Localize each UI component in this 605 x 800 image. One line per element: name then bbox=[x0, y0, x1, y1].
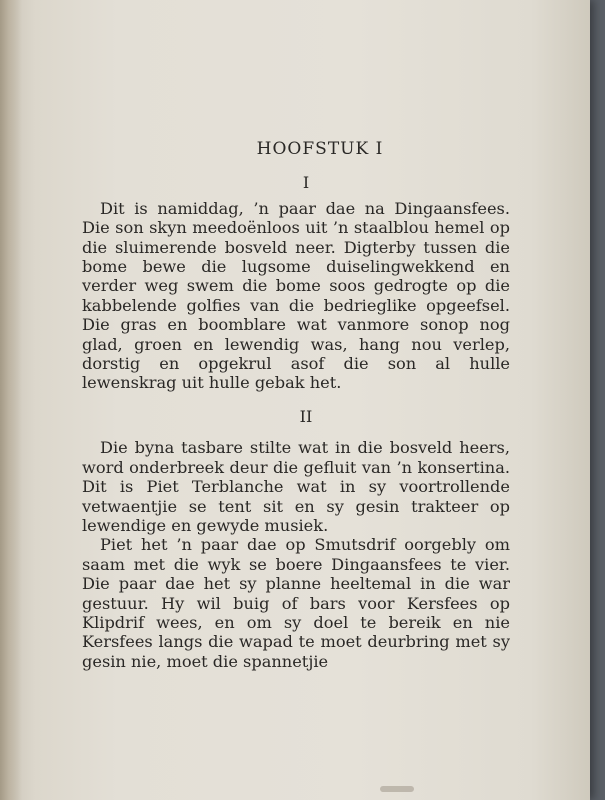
section-2-paragraph-2: Piet het ’n paar dae op Smutsdrif oorgebly om saam met die wyk se boere Dingaansfees te vier. Die paar dae het sy planne heeltemal in die war gestuur. Hy wil buig of bars voor Kersfees op Klipdrif wees, en om sy doel te bereik en nie Kersfees langs die wapad te moet deurbring met sy gesin nie, moet die spannetjie bbox=[82, 535, 510, 671]
chapter-title: HOOFSTUK I bbox=[256, 139, 384, 159]
page-text bbox=[82, 140, 510, 671]
section-number-2: II bbox=[299, 406, 313, 426]
section-2-paragraph-1: Die byna tasbare stilte wat in die bosveld heers, word onderbreek deur die gefluit van ’n konsertina. Dit is Piet Terblanche wat in sy voortrollende vetwaentjie se tent sit en sy gesin trakteer op lewendige en gewyde musiek. bbox=[82, 438, 510, 535]
section-1-paragraph-1: Dit is namiddag, ’n paar dae na Dingaansfees. Die son skyn meedoënloos uit ’n staalblou hemel op die sluimerende bosveld neer. Digterby tussen die bome bewe die lugsome duiselingwekkend en verder weg swem die bome soos gedrogte op die kabbelende golfies van die bedrieglike opgeefsel. Die gras en boomblare wat vanmore sonop nog glad, groen en lewendig was, hang nou verlep, dorstig en opgekrul asof die son al hulle lewenskrag uit hulle gebak het. bbox=[82, 198, 510, 393]
page-stain-mark bbox=[380, 786, 414, 792]
section-number-1: I bbox=[302, 173, 310, 193]
